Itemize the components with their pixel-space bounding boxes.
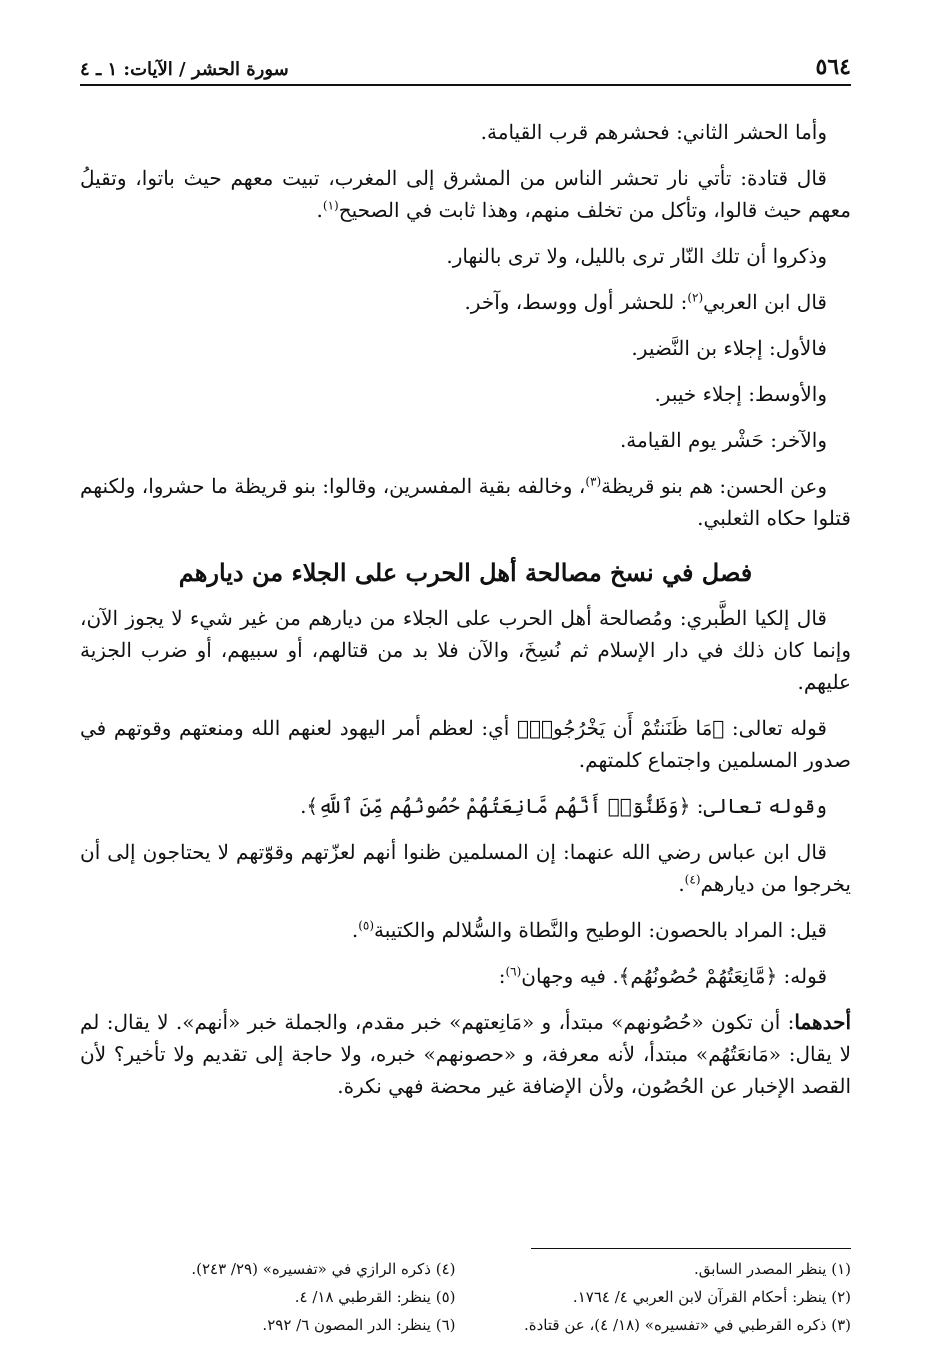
- paragraph-text: :: [498, 964, 506, 988]
- section-heading: فصل في نسخ مصالحة أهل الحرب على الجلاء من ديارهم: [178, 558, 753, 587]
- page-header: [80, 40, 851, 86]
- page-number: ٥٦٤: [815, 54, 851, 80]
- paragraph-text: وأما الحشر الثاني: فحشرهم قرب القيامة.: [480, 120, 827, 144]
- bold-term: أحدهما: [794, 1010, 851, 1034]
- paragraph-text: .: [316, 198, 323, 222]
- paragraph-text: والأوسط: إجلاء خيبر.: [654, 382, 827, 406]
- paragraph-text: .: [351, 918, 359, 942]
- running-title: سورة الحشر / الآيات: ١ ـ ٤: [80, 59, 289, 80]
- paragraph: [80, 602, 851, 698]
- paragraph-text: قال إلكيا الطَّبري: ومُصالحة أهل الحرب على الجلاء من ديارهم من غير شيء لا يجوز الآن، وإنما كان ذلك في دار الإسلام ثم نُسِخَ، والآن فلا بد من قتالهم، أو سبيهم، أو ضرب الجزية عليهم.: [80, 606, 851, 694]
- paragraph: [80, 240, 851, 272]
- paragraph: [80, 960, 851, 992]
- footnote: (٦) ينظر: الدر المصون ٦/ ٢٩٢.: [262, 1316, 456, 1334]
- footnote-ref[interactable]: (١): [322, 198, 339, 213]
- footnote-ref[interactable]: (٤): [684, 872, 701, 887]
- paragraph-text: قيل: المراد بالحصون: الوطيح والنَّطاة والسُّلالم والكتيبة: [374, 918, 827, 942]
- paragraph: [80, 470, 851, 534]
- paragraph-text: قال قتادة: تأتي نار تحشر الناس من المشرق إلى المغرب، تبيت معهم حيث باتوا، وتقيلُ معهم حيث قالوا، وتأكل من تخلف منهم، وهذا ثابت في الصحيح: [80, 166, 851, 222]
- paragraph-text: : أن تكون «حُصُونهم» مبتدأ، و «مَانِعتهم» خبر مقدم، والجملة خبر «أنهم». لا يقال: لم لا يقال: «مَانعَتُهُم» مبتدأ، لأنه معرفة، و «حصونهم» خبره، ولا حاجة إلى تقديم ولا تأخير؟ لأن القصد الإخبار عن الحُصُون، ولأن الإضافة غير محضة فهي نكرة.: [80, 1010, 851, 1098]
- paragraph-text: وعن الحسن: هم بنو قريظة: [601, 474, 827, 498]
- footnotes: [80, 1248, 851, 1339]
- paragraph-text: قال ابن عباس رضي الله عنهما: إن المسلمين ظنوا أنهم لعزّتهم وقوّتهم لا يحتاجون إلى أن يخرجوا من ديارهم: [80, 840, 851, 896]
- paragraph: [80, 1006, 851, 1102]
- footnote-divider: [531, 1248, 851, 1249]
- paragraph-text: قوله تعالى: ﴿مَا ظَنَنتُمْ أَن يَخْرُجُوا۟﴾ أي: لعظم أمر اليهود لعنهم الله ومنعتهم وقوتهم في صدور المسلمين واجتماع كلمتهم.: [80, 716, 851, 772]
- paragraph: [80, 286, 851, 318]
- footnote: (٤) ذكره الرازي في «تفسيره» (٢٩/ ٢٤٣).: [191, 1260, 456, 1278]
- main-text: [80, 116, 851, 1116]
- paragraph-text: قوله: ﴿مَّانِعَتُهُمْ حُصُونُهُم﴾. فيه وجهان: [521, 964, 827, 988]
- footnote-ref[interactable]: (٥): [358, 918, 375, 933]
- paragraph-text: ، وخالفه بقية المفسرين، وقالوا: بنو قريظة ما حشروا، ولكنهم قتلوا حكاه الثعلبي.: [80, 474, 851, 530]
- footnote-ref[interactable]: (٦): [505, 964, 522, 979]
- footnote: (١) ينظر المصدر السابق.: [693, 1260, 851, 1278]
- paragraph-text: فالأول: إجلاء بن النَّضير.: [631, 336, 827, 360]
- paragraph-text: وقوله تعالى: ﴿وَظَنُّوٓا۟ أَنَّهُم مَّانِعَتُهُمْ حُصُونُهُم مِّنَ ٱللَّهِ﴾.: [300, 794, 827, 818]
- paragraph: [80, 914, 851, 946]
- document-page: [80, 40, 851, 1340]
- paragraph-text: : للحشر أول ووسط، وآخر.: [464, 290, 688, 314]
- paragraph-text: وذكروا أن تلك النّار ترى بالليل، ولا ترى بالنهار.: [446, 244, 827, 268]
- paragraph: [80, 116, 851, 148]
- paragraph: [80, 712, 851, 776]
- paragraph: [80, 790, 851, 822]
- paragraph-text: قال ابن العربي: [703, 290, 827, 314]
- paragraph: [80, 424, 851, 456]
- footnote-ref[interactable]: (٣): [585, 474, 602, 489]
- paragraph: [80, 332, 851, 364]
- footnote-ref[interactable]: (٢): [687, 290, 704, 305]
- paragraph-text: .: [678, 872, 685, 896]
- paragraph: [80, 378, 851, 410]
- footnote-grid: [80, 1255, 851, 1339]
- footnote: (٢) ينظر: أحكام القرآن لابن العربي ٤/ ١٧٦٤.: [572, 1288, 851, 1306]
- paragraph-text: والآخر: حَشْر يوم القيامة.: [619, 428, 827, 452]
- paragraph: [80, 836, 851, 900]
- footnote: (٥) ينظر: القرطبي ١٨/ ٤.: [294, 1288, 456, 1306]
- footnote: (٣) ذكره القرطبي في «تفسيره» (١٨/ ٤)، عن قتادة.: [523, 1316, 851, 1334]
- paragraph: [80, 162, 851, 226]
